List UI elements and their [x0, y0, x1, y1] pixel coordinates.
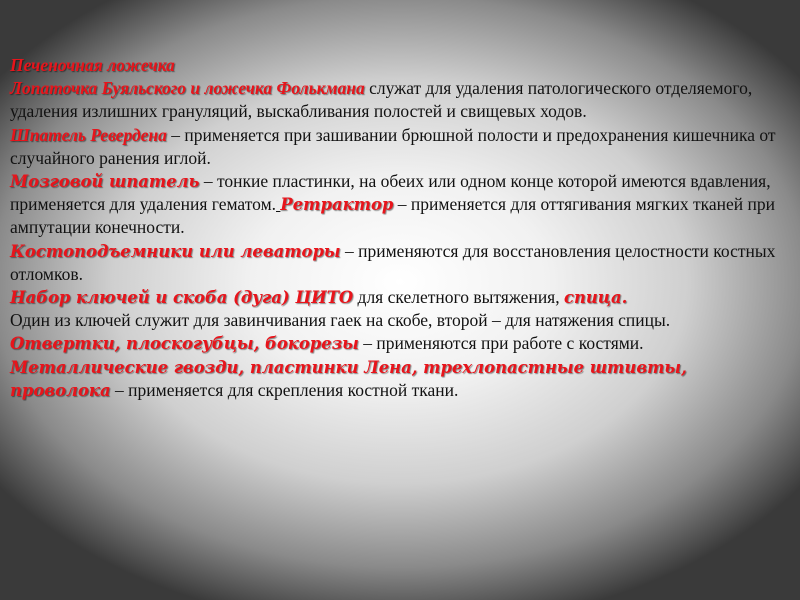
term-screwdrivers: Отвертки, плоскогубцы, бокорезы [10, 334, 359, 354]
paragraph-brain-spatula [10, 170, 792, 240]
text-retractor: – применяется для оттягивания мягких тканей при ампутации конечности. [10, 194, 775, 238]
term-buyalsky-volkmann: Лопаточка Буяльского и ложечка Фолькмана [10, 78, 365, 99]
text-keys-note: Один из ключей служит для завинчивания гаек на скобе, второй – для натяжения спицы. [10, 310, 671, 331]
term-wire: спица. [563, 288, 628, 308]
text-reverden-spatula: – применяется при зашивании брюшной полости и предохранения кишечника от случайного ранения иглой. [10, 124, 776, 168]
text-elevators: – применяются для восстановления целостности костных отломков. [10, 240, 776, 284]
paragraph-elevators [10, 240, 792, 286]
term-liver-spoon: Печеночная ложечка [10, 55, 175, 75]
paragraph-buyalsky-spatula [10, 77, 792, 123]
term-brain-spatula: Мозговой шпатель [10, 172, 200, 192]
term-reverden-spatula: Шпатель Ревердена [10, 124, 167, 145]
term-elevators: Костоподъемники или леваторы [10, 241, 341, 261]
text-metal-nails: – применяется для скрепления костной ткани. [110, 379, 459, 400]
term-retractor: Ретрактор [280, 195, 394, 215]
text-brain-spatula: – тонкие пластинки, на обеих или одном конце которой имеются вдавления, применяется для удаления гематом. [10, 171, 771, 215]
text-screwdrivers: – применяются при работе с костями. [358, 333, 644, 354]
term-cito-set: Набор ключей и скоба (дуга) ЦИТО [10, 288, 354, 308]
paragraph-reverden-spatula [10, 124, 792, 170]
paragraph-metal-nails [10, 356, 792, 402]
paragraph-keys-note [10, 309, 792, 332]
slide-body [10, 54, 792, 402]
term-metal-nails: Металлические гвозди, пластинки Лена, трехлопастные штивты, проволока [10, 357, 687, 400]
paragraph-liver-spoon [10, 54, 792, 77]
text-cito-set: для скелетного вытяжения, [353, 287, 564, 308]
paragraph-screwdrivers [10, 332, 792, 355]
text-buyalsky-volkmann: служат для удаления патологического отделяемого, удаления излишних грануляций, выскабливания полостей и свищевых ходов. [10, 78, 753, 122]
paragraph-cito-set [10, 286, 792, 309]
